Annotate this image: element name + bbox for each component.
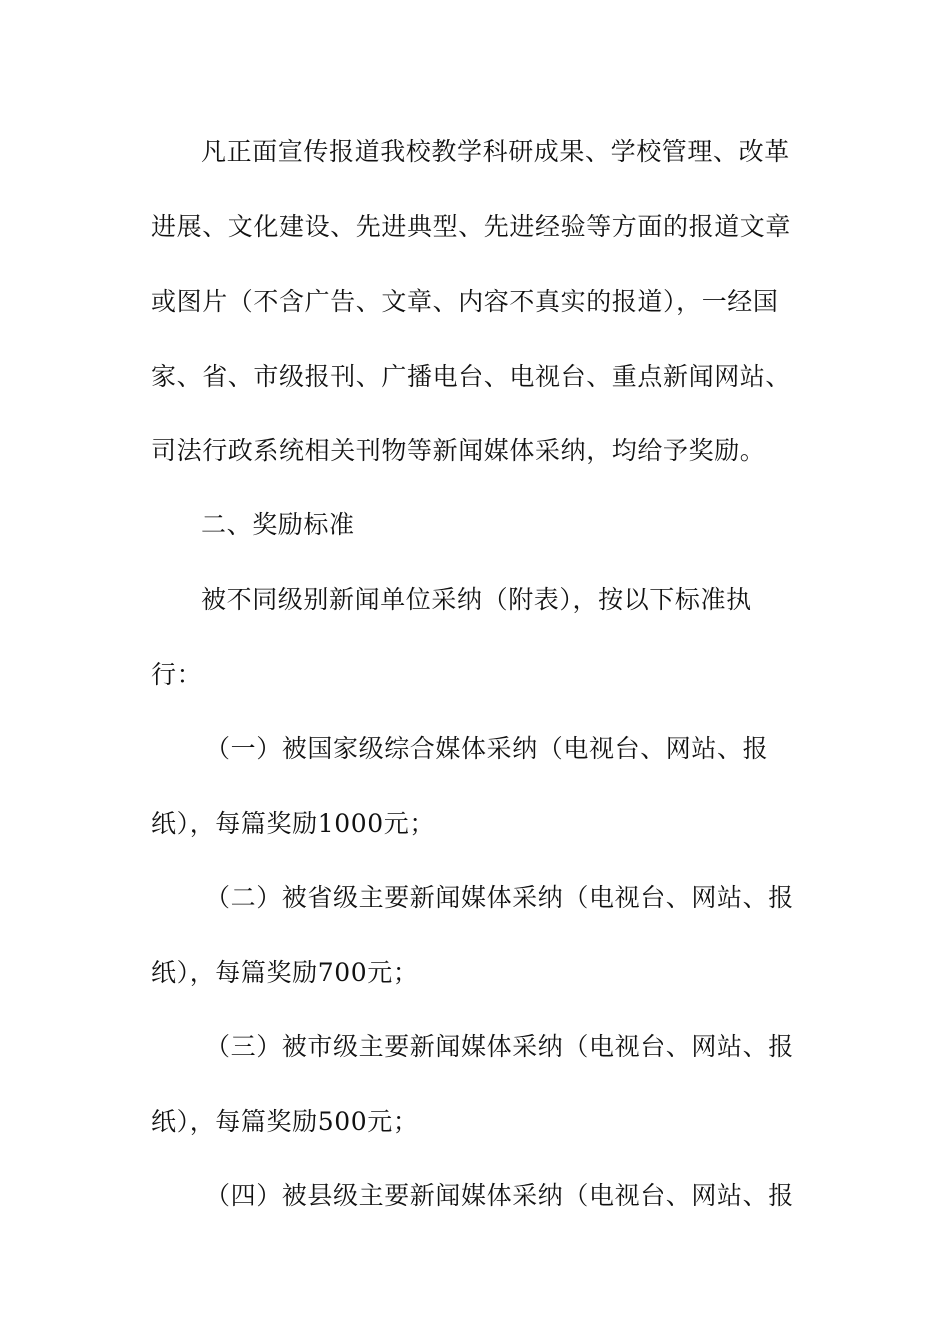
paragraph-line: 家、省、市级报刊、广播电台、电视台、重点新闻网站、: [151, 362, 792, 391]
list-item-line: 纸），每篇奖励500元；: [151, 1107, 419, 1136]
paragraph-line: 行：: [151, 660, 203, 689]
paragraph-line: 或图片（不含广告、文章、内容不真实的报道），一经国: [151, 287, 779, 316]
paragraph-line: 被不同级别新闻单位采纳（附表），按以下标准执: [201, 585, 752, 614]
list-item-line: （三）被市级主要新闻媒体采纳（电视台、网站、报: [205, 1032, 794, 1061]
list-item-line: （四）被县级主要新闻媒体采纳（电视台、网站、报: [205, 1181, 794, 1210]
list-item-line: （二）被省级主要新闻媒体采纳（电视台、网站、报: [205, 883, 794, 912]
list-item-line: （一）被国家级综合媒体采纳（电视台、网站、报: [205, 734, 769, 763]
list-item-line: 纸），每篇奖励1000元；: [151, 809, 435, 838]
paragraph-line: 凡正面宣传报道我校教学科研成果、学校管理、改革: [201, 137, 790, 166]
list-item-line: 纸），每篇奖励700元；: [151, 958, 419, 987]
paragraph-line: 司法行政系统相关刊物等新闻媒体采纳，均给予奖励。: [151, 436, 766, 465]
paragraph-line: 进展、文化建设、先进典型、先进经验等方面的报道文章: [151, 212, 792, 241]
section-heading: 二、奖励标准: [201, 510, 355, 539]
